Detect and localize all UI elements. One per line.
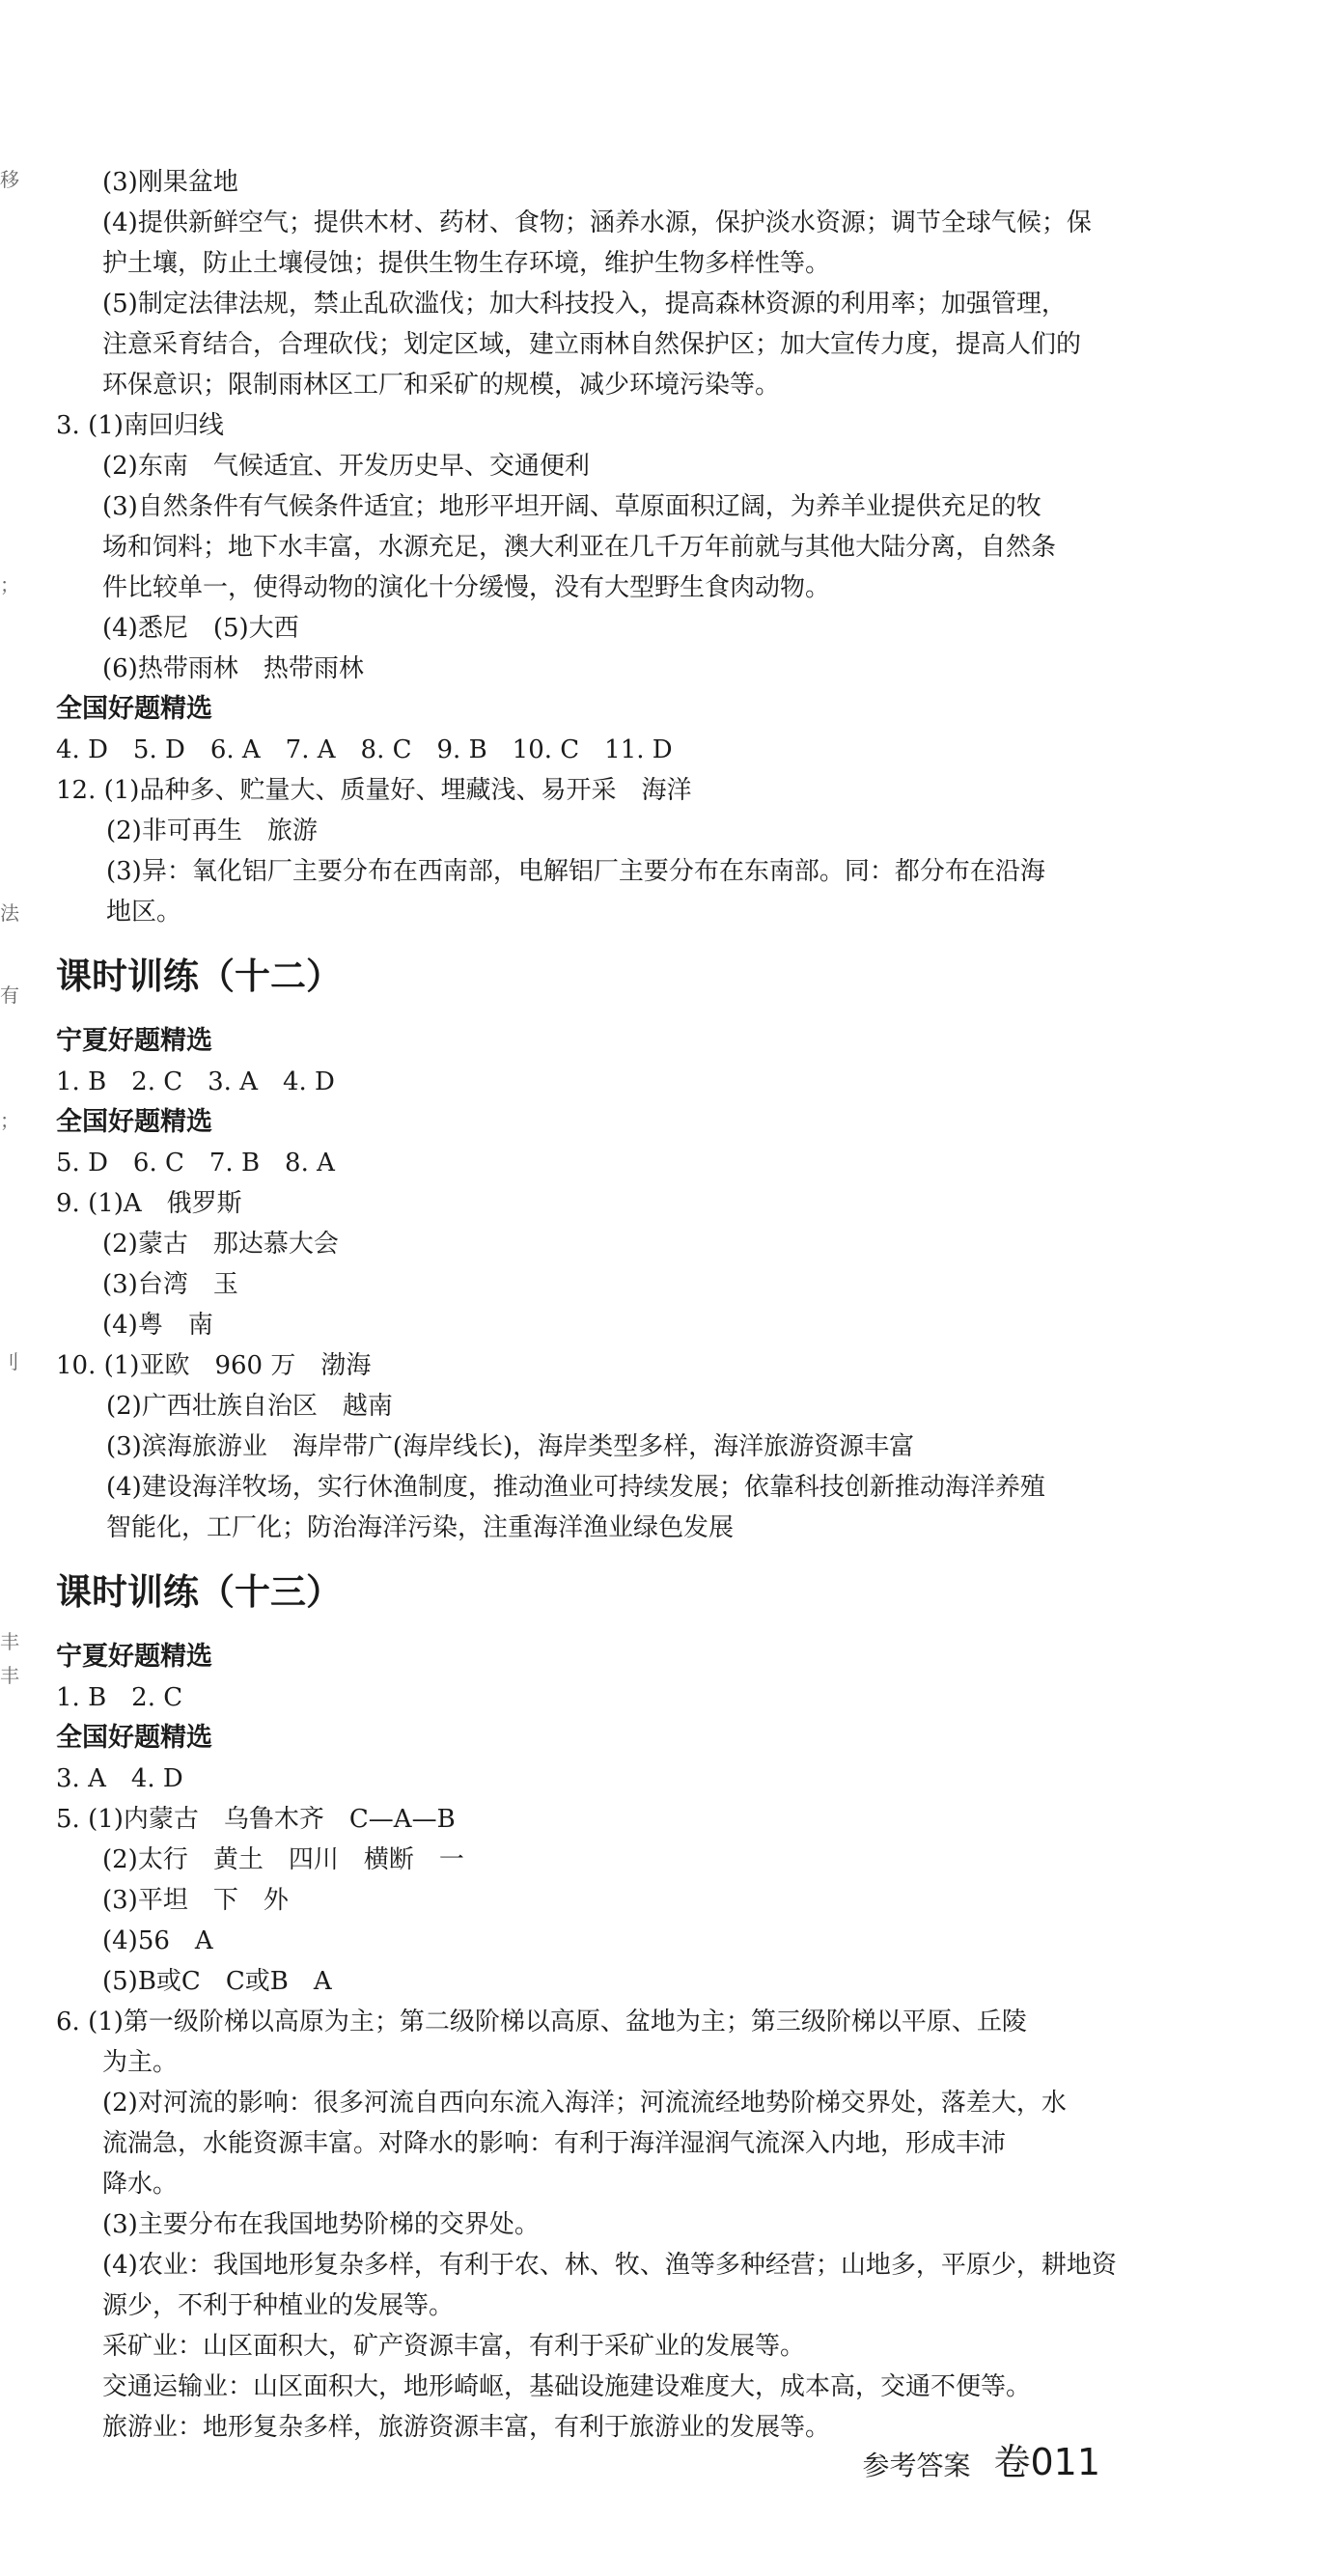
answer-line: (3)平坦 下 外 — [102, 1886, 289, 1915]
answer-line: 智能化，工厂化；防治海洋污染，注重海洋渔业绿色发展 — [106, 1513, 735, 1542]
answer-line: 护土壤，防止土壤侵蚀；提供生物生存环境，维护生物多样性等。 — [102, 249, 831, 278]
answer-line: (2)东南 气候适宜、开发历史早、交通便利 — [102, 452, 590, 481]
answer-line: 3. (1)南回归线 — [56, 411, 224, 440]
answer-line: (4)提供新鲜空气；提供木材、药材、食物；涵养水源，保护淡水资源；调节全球气候；保 — [102, 208, 1092, 237]
answer-line: (5)B或C C或B A — [102, 1967, 332, 1996]
edge-glyph: ； — [0, 573, 19, 596]
answer-line: 1. B 2. C — [56, 1683, 183, 1712]
answer-line: 环保意识；限制雨林区工厂和采矿的规模，减少环境污染等。 — [102, 371, 781, 400]
answer-line: (4)粤 南 — [102, 1311, 213, 1340]
page-number: 卷011 — [993, 2441, 1100, 2483]
answer-line: 场和饲料；地下水丰富，水源充足，澳大利亚在几千万年前就与其他大陆分离，自然条 — [102, 533, 1057, 562]
answer-line: 注意采育结合，合理砍伐；划定区域，建立雨林自然保护区；加大宣传力度，提高人们的 — [102, 330, 1082, 359]
answer-line: 旅游业：地形复杂多样，旅游资源丰富，有利于旅游业的发展等。 — [102, 2413, 831, 2442]
answer-line: 流湍急，水能资源丰富。对降水的影响：有利于海洋湿润气流深入内地，形成丰沛 — [102, 2129, 1007, 2158]
answer-line: 9. (1)A 俄罗斯 — [56, 1189, 242, 1218]
answer-line: (2)太行 黄土 四川 横断 一 — [102, 1845, 464, 1874]
answer-line: 降水。 — [102, 2170, 179, 2199]
answer-line: 交通运输业：山区面积大，地形崎岖，基础设施建设难度大，成本高，交通不便等。 — [102, 2372, 1032, 2401]
answer-line: 源少，不利于种植业的发展等。 — [102, 2291, 455, 2320]
answer-line: (6)热带雨林 热带雨林 — [102, 654, 364, 683]
edge-glyph: ； — [0, 1109, 19, 1132]
answer-line: (4)农业：我国地形复杂多样，有利于农、林、牧、渔等多种经营；山地多，平原少，耕地资 — [102, 2251, 1117, 2280]
answer-line: (4)56 A — [102, 1926, 213, 1955]
lesson-heading: 课时训练（十三） — [56, 1571, 342, 1613]
answer-line: 6. (1)第一级阶梯以高原为主；第二级阶梯以高原、盆地为主；第三级阶梯以平原、丘陵 — [56, 2008, 1027, 2036]
answer-line: 为主。 — [102, 2048, 179, 2077]
answer-line: 件比较单一，使得动物的演化十分缓慢，没有大型野生食肉动物。 — [102, 573, 831, 602]
answer-line: (2)对河流的影响：很多河流自西向东流入海洋；河流流经地势阶梯交界处，落差大，水 — [102, 2089, 1067, 2118]
answer-line: 1. B 2. C 3. A 4. D — [56, 1067, 335, 1096]
section-label: 全国好题精选 — [56, 694, 212, 724]
lesson-heading: 课时训练（十二） — [56, 956, 342, 997]
footer-label: 参考答案 — [862, 2450, 971, 2481]
answer-line: 12. (1)品种多、贮量大、质量好、埋藏浅、易开采 海洋 — [56, 776, 692, 805]
edge-glyph: 法 — [0, 901, 19, 925]
answer-line: (3)台湾 玉 — [102, 1270, 238, 1299]
answer-content — [56, 162, 1117, 2448]
answer-line: (3)主要分布在我国地势阶梯的交界处。 — [102, 2210, 540, 2239]
answer-line: 5. (1)内蒙古 乌鲁木齐 C—A—B — [56, 1805, 456, 1834]
answer-line: (3)刚果盆地 — [102, 168, 238, 197]
answer-line: (2)非可再生 旅游 — [106, 817, 318, 845]
answer-line: (3)异：氧化铝厂主要分布在西南部，电解铝厂主要分布在东南部。同：都分布在沿海 — [106, 857, 1045, 886]
section-label: 宁夏好题精选 — [56, 1642, 212, 1672]
left-margin-cut-text — [0, 0, 29, 2576]
answer-line: (5)制定法律法规，禁止乱砍滥伐；加大科技投入，提高森林资源的利用率；加强管理， — [102, 290, 1067, 319]
answer-line: 地区。 — [106, 898, 182, 927]
answer-line: (3)滨海旅游业 海岸带广(海岸线长)，海岸类型多样，海洋旅游资源丰富 — [106, 1432, 915, 1461]
answer-line: (4)悉尼 (5)大西 — [102, 614, 299, 643]
section-label: 宁夏好题精选 — [56, 1026, 212, 1056]
edge-glyph: 丰 — [0, 1664, 19, 1687]
section-label: 全国好题精选 — [56, 1723, 212, 1753]
answer-line: (4)建设海洋牧场，实行休渔制度，推动渔业可持续发展；依靠科技创新推动海洋养殖 — [106, 1473, 1045, 1502]
answer-line: 10. (1)亚欧 960 万 渤海 — [56, 1351, 372, 1380]
answer-line: (2)蒙古 那达慕大会 — [102, 1230, 339, 1259]
answer-line: 5. D 6. C 7. B 8. A — [56, 1149, 335, 1177]
answer-line: 采矿业：山区面积大，矿产资源丰富，有利于采矿业的发展等。 — [102, 2332, 806, 2361]
answer-line: 4. D 5. D 6. A 7. A 8. C 9. B 10. C 11. D — [56, 735, 673, 764]
edge-glyph: 刂 — [0, 1350, 19, 1373]
edge-glyph: 有 — [0, 983, 19, 1007]
answer-line: 3. A 4. D — [56, 1764, 183, 1793]
page-footer — [859, 2432, 1100, 2483]
edge-glyph: 丰 — [0, 1630, 19, 1653]
edge-glyph: 移 — [0, 168, 19, 191]
answer-line: (3)自然条件有气候条件适宜；地形平坦开阔、草原面积辽阔，为养羊业提供充足的牧 — [102, 492, 1041, 521]
section-label: 全国好题精选 — [56, 1107, 212, 1137]
answer-line: (2)广西壮族自治区 越南 — [106, 1392, 393, 1421]
